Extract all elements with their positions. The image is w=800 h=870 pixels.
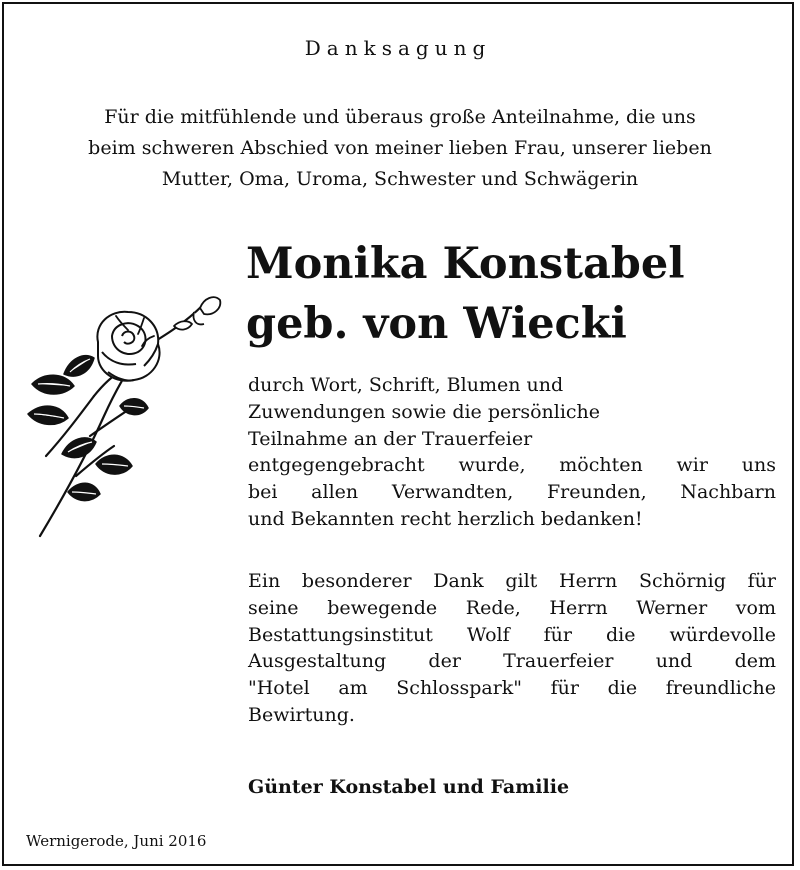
name-line: Monika Konstabel bbox=[246, 239, 685, 289]
obituary-notice bbox=[2, 2, 794, 866]
paragraph-line: Bewirtung. bbox=[248, 703, 355, 726]
rose-illustration-icon bbox=[24, 286, 234, 544]
intro-line: Für die mitfühlende und überaus große Anteilnahme, die uns bbox=[104, 106, 696, 128]
maiden-name-line: geb. von Wiecki bbox=[246, 299, 627, 349]
paragraph-line: Ausgestaltung der Trauerfeier und dem bbox=[248, 650, 776, 673]
paragraph-line: und Bekannten recht herzlich bedanken! bbox=[248, 507, 643, 530]
place-date: Wernigerode, Juni 2016 bbox=[26, 832, 207, 850]
intro-line: Mutter, Oma, Uroma, Schwester und Schwägerin bbox=[161, 168, 639, 190]
paragraph-line: Zuwendungen sowie die persönliche bbox=[248, 400, 601, 423]
paragraph-line: Bestattungsinstitut Wolf für die würdevolle bbox=[248, 623, 776, 646]
paragraph-line: "Hotel am Schlosspark" für die freundliche bbox=[248, 677, 776, 700]
paragraph-line: Teilnahme an der Trauerfeier bbox=[248, 427, 533, 450]
thanks-paragraph-2 bbox=[248, 568, 776, 729]
signature: Günter Konstabel und Familie bbox=[248, 776, 570, 798]
deceased-name bbox=[246, 234, 685, 354]
intro-text bbox=[24, 102, 776, 195]
intro-line: beim schweren Abschied von meiner lieben Frau, unserer lieben bbox=[88, 137, 712, 159]
paragraph-line: entgegengebracht wurde, möchten wir uns bbox=[248, 454, 776, 477]
thanks-paragraph-1 bbox=[248, 372, 776, 533]
paragraph-line: Ein besonderer Dank gilt Herrn Schörnig für bbox=[248, 570, 776, 592]
paragraph-line: durch Wort, Schrift, Blumen und bbox=[248, 374, 564, 396]
paragraph-line: seine bewegende Rede, Herrn Werner vom bbox=[248, 596, 776, 619]
notice-heading: Danksagung bbox=[304, 36, 492, 60]
paragraph-line: bei allen Verwandten, Freunden, Nachbarn bbox=[248, 481, 776, 504]
